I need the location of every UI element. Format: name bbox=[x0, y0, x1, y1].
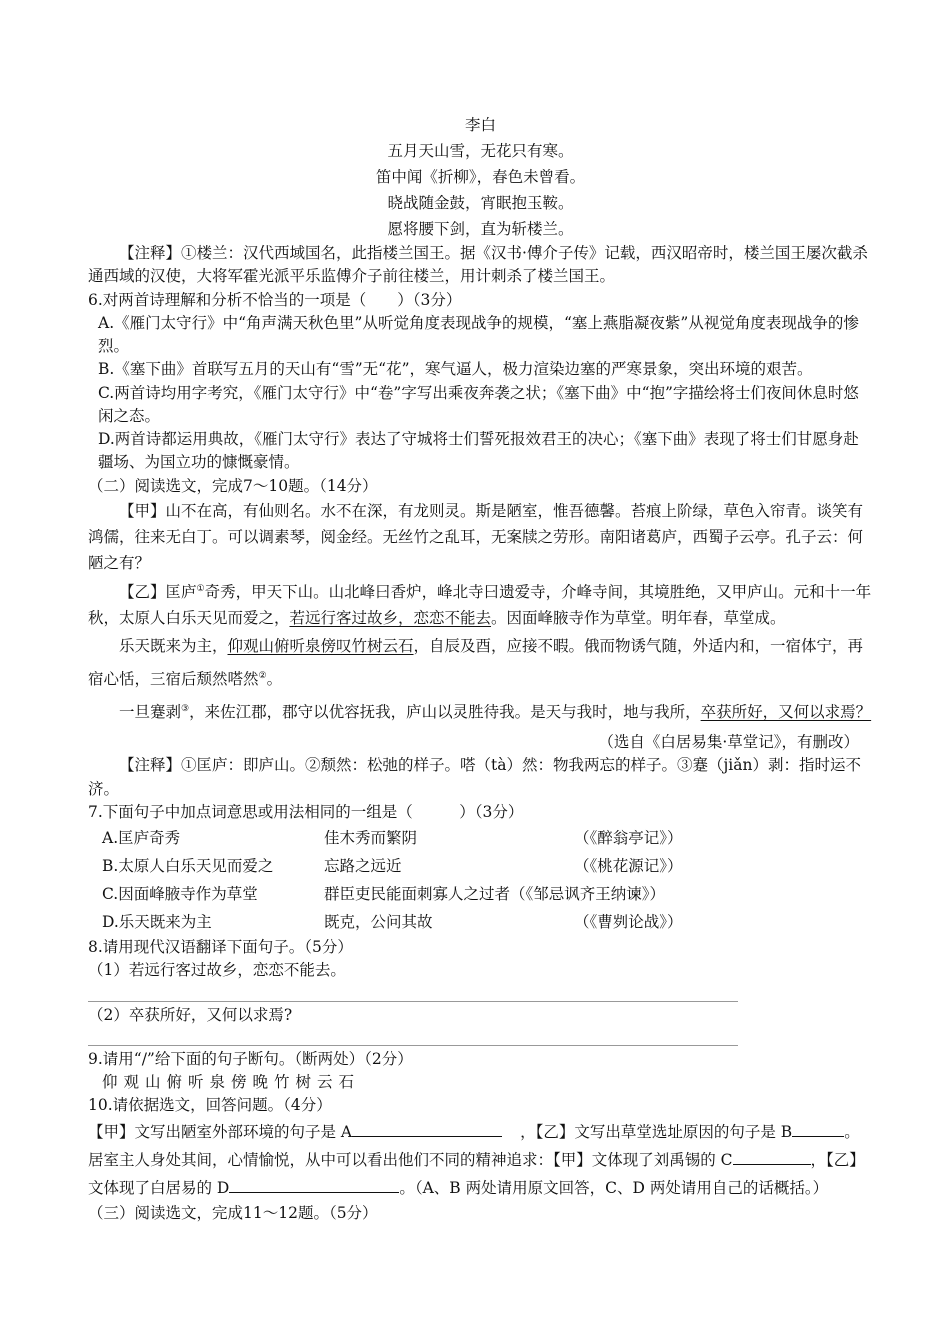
blank-c[interactable] bbox=[733, 1147, 811, 1165]
q10-body: 【甲】文写出陋室外部环境的句子是 A ，【乙】文写出草堂选址原因的句子是 B 。居室主人身处其间，心情愉悦，从中可以看出他们不同的精神追求：【甲】文体现了刘禹锡的 C ，【乙】文体现了白居易的 D 。（A、B 两处请用原文回答，C、D 两处请用自己的话概括。） bbox=[88, 1118, 873, 1202]
blank-a[interactable] bbox=[352, 1119, 502, 1137]
q6-option-b: B.《塞下曲》首联写五月的天山有“雪”无“花”，寒气逼人，极力渲染边塞的严寒景象，突出环境的艰苦。 bbox=[98, 360, 813, 379]
passage-source: （选自《白居易集·草堂记》，有删改） bbox=[598, 733, 859, 752]
q10-stem: 10.请依据选文，回答问题。（4分） bbox=[88, 1096, 332, 1115]
poem-line-2: 笛中闻《折柳》，春色未曾看。 bbox=[375, 168, 586, 186]
poem-line-4: 愿将腰下剑，直为斩楼兰。 bbox=[387, 220, 574, 238]
blank-d[interactable] bbox=[229, 1175, 399, 1193]
passage-yi-para3: 一旦蹇剥③，来佐江郡，郡守以优容抚我，庐山以灵胜待我。是天与我时，地与我所，卒获所好，又何以求焉？ bbox=[119, 703, 872, 722]
passage-jia: 【甲】山不在高，有仙则名。水不在深，有龙则灵。斯是陋室，惟吾德馨。苔痕上阶绿，草色入帘青。谈笑有鸿儒，往来无白丁。可以调素琴，阅金经。无丝竹之乱耳，无案牍之劳形。南阳诸葛庐，西蜀子云亭。孔子云：何陋之有？ bbox=[88, 501, 864, 572]
poem-author: 李白 bbox=[464, 116, 496, 134]
exam-page bbox=[88, 112, 873, 1225]
q8-sentence-1: （1）若远行客过故乡，恋恋不能去。 bbox=[88, 961, 346, 980]
poem-line-3: 晓战随金鼓，宵眠抱玉鞍。 bbox=[387, 194, 574, 212]
section2-heading: （二）阅读选文，完成7～10题。（14分） bbox=[88, 476, 378, 495]
q7-option-row: B.太原人白乐天见而爱之 忘路之远近 （《桃花源记》） bbox=[102, 857, 683, 876]
q8-sentence-2: （2）卒获所好，又何以求焉? bbox=[88, 1005, 293, 1024]
underlined-sentence-1: 若远行客过故乡，恋恋不能去 bbox=[289, 608, 492, 627]
q9-sentence: 仰观山俯听泉傍晚竹树云石 bbox=[102, 1073, 361, 1092]
passage-note: 【注释】①匡庐：即庐山。②颓然：松弛的样子。嗒（tà）然：物我两忘的样子。③蹇（jiǎn）剥：指时运不济。 bbox=[88, 756, 861, 798]
q7-option-row: D.乐天既来为主 既克，公问其故 （《曹刿论战》） bbox=[102, 913, 683, 932]
q6-option-d: D.两首诗都运用典故，《雁门太守行》表达了守城将士们誓死报效君王的决心；《塞下曲》表现了将士们甘愿身赴疆场、为国立功的慷慨豪情。 bbox=[98, 430, 859, 472]
q9-stem: 9.请用“/”给下面的句子断句。（断两处）（2分） bbox=[88, 1049, 413, 1068]
poem-line-1: 五月天山雪，无花只有寒。 bbox=[387, 142, 574, 160]
section3-heading: （三）阅读选文，完成11～12题。（5分） bbox=[88, 1203, 378, 1222]
passage-yi-para2: 乐天既来为主，仰观山俯听泉傍叹竹树云石，自辰及酉，应接不暇。俄而物诱气随，外适内和，一宿体宁，再宿心恬，三宿后颓然嗒然②。 bbox=[88, 636, 864, 689]
answer-line-1[interactable] bbox=[88, 1001, 738, 1002]
blank-b[interactable] bbox=[792, 1119, 844, 1137]
q6-stem: 6.对两首诗理解和分析不恰当的一项是（ ）（3分） bbox=[88, 290, 462, 309]
passage-yi-para1: 【乙】匡庐①奇秀，甲天下山。山北峰曰香炉，峰北寺曰遗爱寺，介峰寺间，其境胜绝，又甲庐山。元和十一年秋，太原人白乐天见而爱之，若远行客过故乡，恋恋不能去。因面峰腋寺作为草堂。明年春，草堂成。 bbox=[88, 582, 872, 627]
underlined-sentence-3: 卒获所好，又何以求焉？ bbox=[700, 703, 872, 722]
answer-line-2[interactable] bbox=[88, 1045, 738, 1046]
q6-option-c: C.两首诗均用字考究，《雁门太守行》中“卷”字写出乘夜奔袭之状；《塞下曲》中“抱”字描绘将士们夜间休息时悠闲之态。 bbox=[98, 383, 859, 425]
q7-stem: 7.下面句子中加点词意思或用法相同的一组是（ ）（3分） bbox=[88, 802, 524, 821]
q7-option-row: C.因面峰腋寺作为草堂 群臣吏民能面刺寡人之过者（《邹忌讽齐王纳谏》） bbox=[102, 885, 666, 904]
q7-option-row: A.匡庐奇秀 佳木秀而繁阴 （《醉翁亭记》） bbox=[102, 829, 683, 848]
poem-note: 【注释】①楼兰：汉代西域国名，此指楼兰国王。据《汉书·傅介子传》记载，西汉昭帝时，楼兰国王屡次截杀通西域的汉使，大将军霍光派平乐监傅介子前往楼兰，用计刺杀了楼兰国王。 bbox=[88, 244, 868, 286]
q8-stem: 8.请用现代汉语翻译下面句子。（5分） bbox=[88, 938, 353, 957]
q6-option-a: A.《雁门太守行》中“角声满天秋色里”从听觉角度表现战争的规模，“塞上燕脂凝夜紫”从视觉角度表现战争的惨烈。 bbox=[98, 313, 859, 355]
underlined-sentence-2: 仰观山俯听泉傍叹竹树云石 bbox=[227, 636, 414, 655]
